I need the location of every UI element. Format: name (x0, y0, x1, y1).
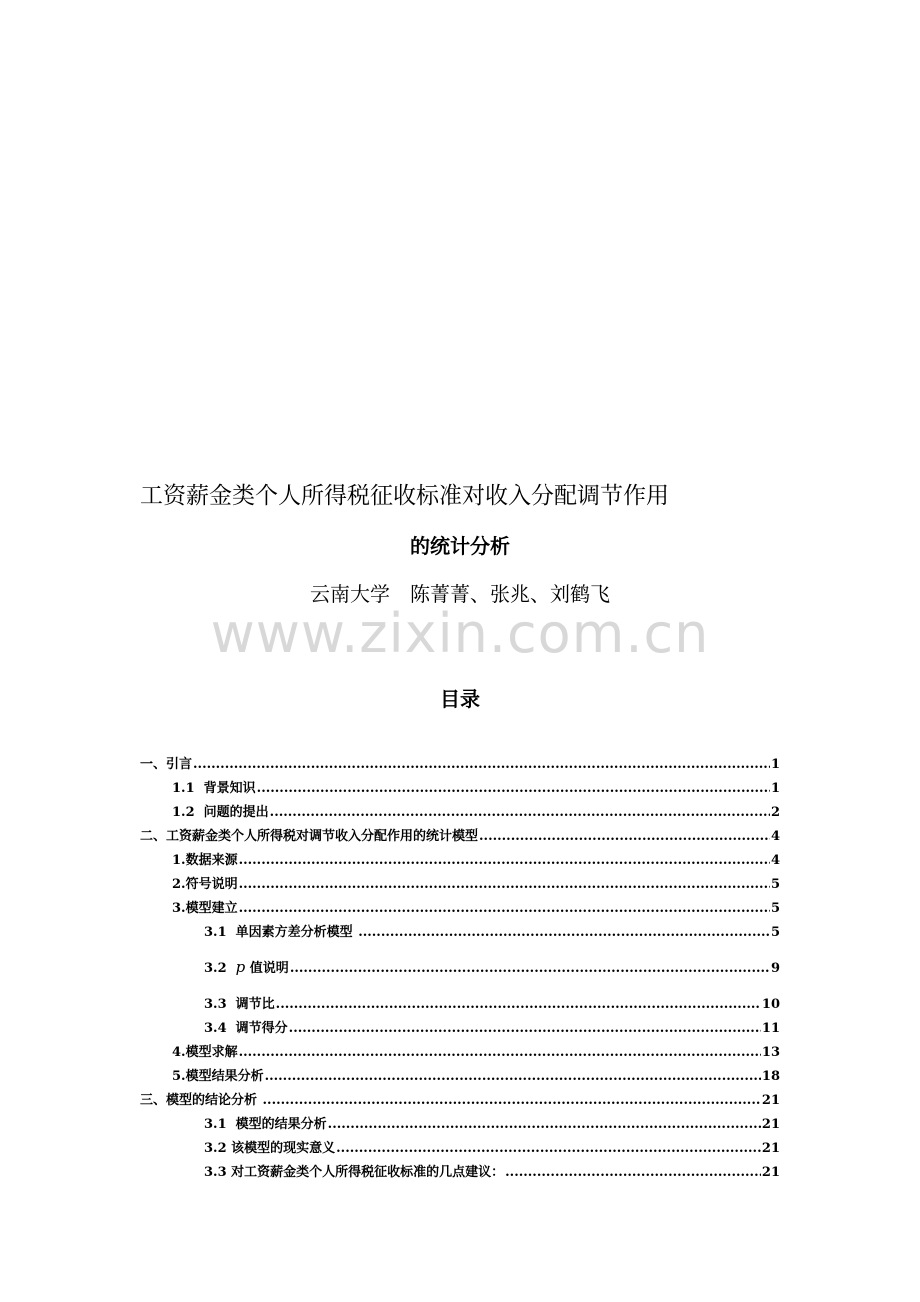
toc-entry-label: 4.模型求解 (172, 1045, 238, 1060)
toc-entry-model-building[interactable] (172, 898, 780, 920)
toc-entry-label-prefix: 3.2 (204, 961, 236, 976)
toc-entry-label: 一、引言 (140, 757, 193, 772)
toc-entry-conclusion-chapter[interactable] (140, 1090, 780, 1112)
toc-entry-page: 21 (761, 1093, 780, 1108)
toc-entry-adjust-score[interactable] (204, 1018, 780, 1040)
document-title-line-1: 工资薪金类个人所得税征收标准对收入分配调节作用 (140, 483, 669, 509)
toc-entry-background[interactable] (172, 778, 780, 800)
toc-entry-problem[interactable] (172, 802, 780, 824)
toc-leader-dots (479, 826, 770, 848)
toc-entry-label: 1.1 背景知识 (172, 781, 256, 796)
toc-entry-page: 1 (770, 781, 780, 796)
toc-leader-dots (328, 1114, 761, 1136)
toc-entry-model-chapter[interactable] (140, 826, 780, 848)
toc-leader-dots (358, 922, 770, 944)
toc-entry-label: 3.3 对工资薪金类个人所得税征收标准的几点建议： (204, 1165, 505, 1180)
toc-leader-dots (289, 1018, 761, 1040)
toc-entry-page: 10 (761, 997, 780, 1012)
toc-entry-page: 9 (770, 961, 780, 976)
toc-entry-suggestions[interactable] (204, 1162, 780, 1184)
toc-entry-data-source[interactable] (172, 850, 780, 872)
toc-entry-label: 5.模型结果分析 (172, 1069, 264, 1084)
toc-entry-label: 3.1 模型的结果分析 (204, 1117, 327, 1132)
toc-leader-dots (276, 994, 761, 1016)
toc-entry-symbols[interactable] (172, 874, 780, 896)
toc-entry-page: 18 (761, 1069, 780, 1084)
toc-entry-label: 3.模型建立 (172, 901, 238, 916)
toc-entry-label: 1.数据来源 (172, 853, 238, 868)
toc-entry-page: 5 (770, 877, 780, 892)
toc-leader-dots (290, 958, 770, 980)
toc-entry-page: 5 (770, 901, 780, 916)
toc-entry-anova[interactable] (204, 922, 780, 944)
toc-leader-dots (193, 754, 770, 776)
toc-entry-page: 13 (761, 1045, 780, 1060)
toc-entry-label: 3.2 该模型的现实意义 (204, 1141, 336, 1156)
toc-leader-dots (239, 898, 770, 920)
toc-entry-label: 1.2 问题的提出 (172, 805, 269, 820)
toc-leader-dots (505, 1162, 761, 1184)
toc-entry-page: 4 (770, 829, 780, 844)
toc-entry-model-solving[interactable] (172, 1042, 780, 1064)
toc-entry-page: 11 (761, 1021, 780, 1036)
toc-entry-result-analysis[interactable] (172, 1066, 780, 1088)
toc-entry-label-italic: p (235, 958, 246, 976)
author-line: 云南大学 陈菁菁、张兆、刘鹤飞 (310, 582, 610, 606)
toc-leader-dots (265, 1066, 761, 1088)
toc-leader-dots (263, 1090, 761, 1112)
toc-entry-page: 21 (761, 1141, 780, 1156)
toc-entry-page: 4 (770, 853, 780, 868)
toc-leader-dots (239, 874, 770, 896)
toc-entry-label: 3.1 单因素方差分析模型 (204, 925, 358, 940)
toc-entry-intro[interactable] (140, 754, 780, 776)
toc-entry-practical-meaning[interactable] (204, 1138, 780, 1160)
document-title-line-2: 的统计分析 (410, 534, 510, 558)
toc-entry-label: 2.符号说明 (172, 877, 238, 892)
toc-entry-model-results[interactable] (204, 1114, 780, 1136)
toc-entry-page: 2 (770, 805, 780, 820)
toc-entry-page: 1 (770, 757, 780, 772)
toc-leader-dots (336, 1138, 761, 1160)
toc-heading: 目录 (440, 687, 480, 711)
toc-entry-label: 二、工资薪金类个人所得税对调节收入分配作用的统计模型 (140, 829, 479, 844)
toc-leader-dots (239, 850, 770, 872)
toc-entry-label-suffix: 值说明 (245, 961, 289, 976)
toc-entry-page: 21 (761, 1165, 780, 1180)
toc-entry-label: 三、模型的结论分析 (140, 1093, 262, 1108)
toc-leader-dots (239, 1042, 761, 1064)
watermark: www.zixin.com.cn (210, 602, 710, 665)
toc-entry-label: 3.4 调节得分 (204, 1021, 288, 1036)
toc-entry-page: 21 (761, 1117, 780, 1132)
toc-entry-label: 3.3 调节比 (204, 997, 275, 1012)
toc-leader-dots (270, 802, 770, 824)
toc-entry-page: 5 (770, 925, 780, 940)
toc-entry-adjust-ratio[interactable] (204, 994, 780, 1016)
toc-entry-p-value[interactable] (204, 956, 780, 978)
toc-leader-dots (257, 778, 770, 800)
toc-entry-label (204, 956, 289, 980)
